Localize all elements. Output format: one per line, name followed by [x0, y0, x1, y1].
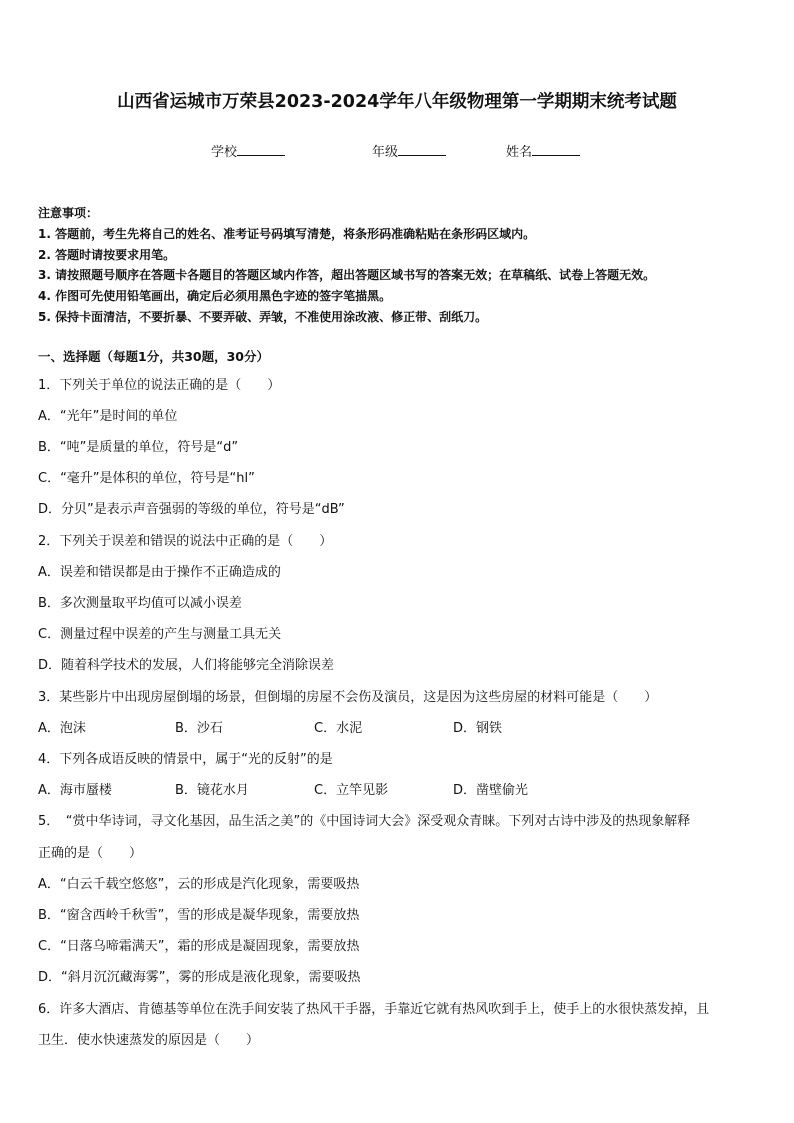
- notice-item-2: 2. 答题时请按要求用笔。: [38, 247, 176, 262]
- name-label: 姓名: [506, 145, 533, 160]
- q2-stem: 2．下列关于误差和错误的说法中正确的是（ ）: [38, 534, 333, 549]
- q1-stem: 1．下列关于单位的说法正确的是（ ）: [38, 378, 281, 393]
- name-field: [506, 141, 580, 160]
- school-blank: [237, 143, 285, 156]
- q5-option-a: A．“白云千载空悠悠”，云的形成是汽化现象，需要吸热: [38, 877, 360, 892]
- notice-item-1: 1. 答题前，考生先将自己的姓名、准考证号码填写清楚，将条形码准确粘贴在条形码区域内。: [38, 226, 536, 241]
- notice-item-5: 5. 保持卡面清洁，不要折暴、不要弄破、弄皱，不准使用涂改液、修正带、刮纸刀。: [38, 309, 488, 324]
- q3-option-d: D．钢铁: [453, 721, 503, 736]
- notice-item-4: 4. 作图可先使用铅笔画出，确定后必须用黑色字迹的签字笔描黑。: [38, 289, 392, 304]
- q4-stem: 4．下列各成语反映的情景中，属于“光的反射”的是: [38, 752, 333, 767]
- q1-option-c: C．“毫升”是体积的单位，符号是“hl”: [38, 471, 255, 486]
- grade-field: [372, 141, 446, 160]
- grade-label: 年级: [372, 145, 399, 160]
- q2-option-c: C．测量过程中误差的产生与测量工具无关: [38, 627, 282, 642]
- grade-blank: [398, 143, 446, 156]
- q1-option-a: A．“光年”是时间的单位: [38, 409, 178, 424]
- q5-option-b: B．“窗含西岭千秋雪”，雪的形成是凝华现象，需要放热: [38, 908, 360, 923]
- q5-option-c: C．“日落乌啼霜满天”，霜的形成是凝固现象，需要放热: [38, 939, 360, 954]
- q5-option-d: D．“斜月沉沉藏海雾”，雾的形成是液化现象，需要吸热: [38, 970, 361, 985]
- q2-option-d: D．随着科学技术的发展，人们将能够完全消除误差: [38, 658, 335, 673]
- section-heading: 一、选择题（每题1分，共30题，30分）: [38, 349, 269, 364]
- q4-option-a: A．海市蜃楼: [38, 783, 112, 798]
- q3-option-a: A．泡沫: [38, 721, 86, 736]
- name-blank: [532, 143, 580, 156]
- school-label: 学校: [211, 145, 238, 160]
- notice-item-3: 3. 请按照题号顺序在答题卡各题目的答题区域内作答，超出答题区域书写的答案无效；在草稿纸、试卷上答题无效。: [38, 268, 656, 283]
- q4-option-b: B．镜花水月: [175, 783, 249, 798]
- q1-option-d: D．分贝”是表示声音强弱的等级的单位，符号是“dB”: [38, 502, 345, 517]
- q5-stem-line2: 正确的是（ ）: [38, 846, 143, 861]
- q6-stem-line1: 6．许多大酒店、肯德基等单位在洗手间安装了热风干手器，手靠近它就有热风吹到手上，使手上的水很快蒸发掉，且: [38, 1002, 710, 1017]
- q3-stem: 3．某些影片中出现房屋倒塌的场景，但倒塌的房屋不会伤及演员，这是因为这些房屋的材料可能是（ ）: [38, 690, 658, 705]
- notice-heading: 注意事项：: [38, 206, 99, 220]
- q4-option-d: D．凿壁偷光: [453, 783, 529, 798]
- exam-title: 山西省运城市万荣县2023-2024学年八年级物理第一学期期末统考试题: [117, 92, 677, 112]
- q3-option-c: C．水泥: [314, 721, 363, 736]
- q1-option-b: B．“吨”是质量的单位，符号是“d”: [38, 440, 239, 455]
- q4-option-c: C．立竿见影: [314, 783, 389, 798]
- q2-option-b: B．多次测量取平均值可以减小误差: [38, 596, 242, 611]
- q3-option-b: B．沙石: [175, 721, 223, 736]
- school-field: [211, 141, 285, 160]
- q5-stem-line1: 5． “赏中华诗词，寻文化基因，品生活之美”的《中国诗词大会》深受观众青睐。下列对古诗中涉及的热现象解释: [38, 814, 691, 829]
- notice-block: [38, 203, 655, 328]
- q6-stem-line2: 卫生．使水快速蒸发的原因是（ ）: [38, 1033, 260, 1048]
- q2-option-a: A．误差和错误都是由于操作不正确造成的: [38, 565, 281, 580]
